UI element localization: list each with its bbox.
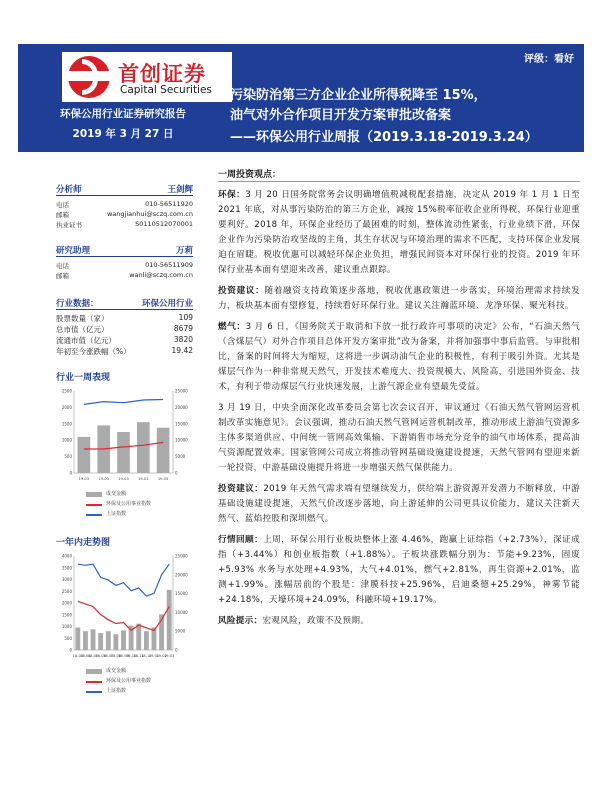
- chart-1-legend-env: [56, 499, 193, 509]
- industry-row-value: 8679: [173, 324, 193, 333]
- report-subtitle: ——环保公用行业周报（2019.3.18-2019.3.24）: [230, 130, 538, 145]
- chart-1-title: 行业一周表现: [56, 373, 111, 383]
- legend-swatch: [86, 681, 102, 683]
- industry-row-label: 年初至今涨跌幅（%）: [56, 347, 131, 356]
- legend-label: 上证指数: [106, 511, 127, 517]
- paragraph-text: 上周，环保公用行业板块整体上涨 4.46%，跑赢上证综指（+2.73%），深证成指（+3.44%）和创业板指数（+1.88%）。子板块涨跌幅分别为：节能+9.23%，固废+5.93% 水务与水处理+4.93%，大气+4.01%，燃气+2.81%，再生资源+2.01%，监测+1.99%。涨幅居前的个股是：津膜科技+25.96%，启迪桑德+25.29%，神雾节能+24.18%，天壕环境+24.09%，科融环境+19.17%。: [218, 535, 580, 605]
- y-left-tick-label: 500: [64, 635, 72, 641]
- y-right-tick-label: 20000: [175, 404, 188, 410]
- chart-bar: [78, 437, 91, 473]
- paragraph-lead: 投资建议：: [218, 286, 265, 296]
- x-tick-label: 18-04: [80, 654, 91, 658]
- shanghai-index-line: [84, 400, 163, 405]
- industry-data-header: [56, 296, 193, 310]
- y-left-tick-label: 2000: [61, 600, 72, 606]
- industry-row-label: 总市值（亿元）: [56, 325, 109, 334]
- y-right-tick-label: 15000: [175, 591, 188, 597]
- y-left-tick-label: 1000: [61, 437, 72, 443]
- industry-row-value: 109: [178, 313, 193, 322]
- industry-row: [56, 312, 193, 323]
- analyst-header: [56, 182, 193, 196]
- x-tick-label: 19-03: [78, 477, 90, 481]
- paragraph-lead: 行情回顾：: [218, 535, 264, 545]
- assistant-block: [56, 243, 193, 280]
- analyst-email[interactable]: wangjianhui@sczq.com.cn: [106, 210, 193, 218]
- x-tick-label: 19-03: [138, 477, 149, 481]
- y-right-tick-label: 0: [175, 470, 178, 476]
- x-tick-label: 18-06: [95, 654, 106, 658]
- x-tick-label: 18-08: [110, 654, 122, 658]
- y-right-tick-label: 5000: [175, 628, 186, 634]
- paragraph-text: 随着融资支持政策逐步落地，税收优惠政策进一步落实，环境治理需求持续发力，板块基本面有望修复，持续看好环保行业。建议关注瀚蓝环境、龙净环保、聚光科技。: [218, 286, 580, 311]
- industry-row-label: 流通市值（亿元）: [56, 336, 116, 345]
- x-tick-label: 19-03: [98, 477, 109, 481]
- x-tick-label: 19-02: [156, 654, 167, 658]
- chart-1-legend-sh: [56, 509, 193, 519]
- y-left-tick-label: 3500: [61, 565, 72, 571]
- industry-data-block: [56, 296, 193, 356]
- chart-bar: [83, 631, 88, 650]
- y-left-tick-label: 3000: [61, 577, 72, 582]
- body-paragraph: [218, 320, 580, 395]
- paragraph-lead: 燃气：: [218, 322, 246, 332]
- chart-bar: [98, 633, 103, 650]
- chart-bar: [136, 624, 141, 650]
- y-right-tick-label: 5000: [175, 454, 186, 460]
- y-left-tick-label: 2500: [61, 588, 72, 594]
- section-title: 一周投资观点：: [218, 168, 580, 182]
- industry-row-value: 3820: [173, 335, 193, 344]
- x-tick-label: 18-09: [118, 654, 129, 658]
- x-tick-label: 18-10: [125, 654, 137, 658]
- report-title-line-2: 油气对外合作项目开发方案审批改备案: [230, 108, 452, 123]
- chart-bar: [91, 629, 96, 650]
- paragraph-text: 3 月 20 日国务院常务会议明确增值税减税配套措施，决定从 2019 年 1 月 1 日至 2021 年底，对从事污染防治的第三方企业，减按 15%税率征收企业所得税，环保行业迎重要利好。2018 年，环保企业经历了最困难的时刻，整体流动性紧张，行业业绩下滑，环保企业作为污染防治攻坚战的主角，其生存状况与环境治理的需求不匹配，支持环保企业发展迫在眉睫。税收优惠可以减轻环保企业负担，增强民间资本对环保行业的投资。2019 年环保行业基本面有望迎来改善，建议重点跟踪。: [218, 190, 580, 275]
- chart-bar: [167, 590, 172, 650]
- chart-bar: [137, 422, 150, 473]
- y-left-tick-label: 0: [69, 470, 72, 476]
- analyst-name: 王剑辉: [167, 185, 193, 195]
- body-paragraph: [218, 401, 580, 476]
- legend-swatch: [86, 691, 102, 693]
- x-tick-label: 18-05: [87, 654, 99, 658]
- analyst-phone-label: 电话: [56, 201, 69, 209]
- legend-swatch: [86, 514, 102, 516]
- y-right-tick-label: 10000: [175, 437, 188, 443]
- sidebar: [56, 182, 193, 696]
- assistant-role: 研究助理: [56, 246, 91, 256]
- y-right-tick-label: 25000: [175, 553, 188, 559]
- chart-bar: [75, 627, 80, 650]
- assistant-phone: 010-56511909: [145, 261, 193, 269]
- y-right-tick-label: 15000: [175, 421, 188, 427]
- x-tick-label: 18-11: [133, 654, 144, 658]
- logo-cn-text: 首创证券: [118, 62, 206, 86]
- chart-bar: [113, 634, 118, 650]
- paragraph-text: 宏观风险，政策不及预期。: [262, 616, 370, 626]
- industry-data-title: 行业数据：: [56, 299, 99, 309]
- industry-row: [56, 323, 193, 334]
- chart-2-plot: [56, 552, 193, 662]
- chart-bar: [121, 630, 126, 650]
- report-header: [18, 44, 584, 152]
- chart-bar: [144, 631, 149, 650]
- chart-2-title: 一年内走势图: [56, 538, 111, 548]
- body-paragraph: [218, 533, 580, 608]
- chart-bar: [117, 432, 130, 473]
- industry-row-value: 19.42: [171, 346, 193, 355]
- legend-label: 上证指数: [106, 688, 127, 694]
- x-tick-label: 19-03: [163, 654, 175, 658]
- y-left-tick-label: 500: [64, 454, 72, 460]
- analyst-cert: S0110512070001: [135, 220, 193, 228]
- y-left-tick-label: 1500: [61, 421, 72, 427]
- chart-2-legend-env: [56, 676, 193, 686]
- analyst-cert-label: 执业证书: [56, 221, 82, 229]
- assistant-phone-label: 电话: [56, 262, 69, 270]
- brand-logo: [62, 52, 232, 102]
- report-date: 2019 年 3 月 27 日: [72, 128, 174, 140]
- env-index-line: [78, 601, 169, 630]
- analyst-cert-row: [56, 219, 193, 229]
- y-right-tick-label: 10000: [175, 609, 188, 615]
- x-tick-label: 19-03: [157, 477, 169, 481]
- assistant-phone-row: [56, 260, 193, 270]
- logo-en-text: Capital Securities: [120, 84, 212, 96]
- assistant-header: [56, 243, 193, 257]
- analyst-email-row: [56, 209, 193, 219]
- weekly-performance-chart: [56, 370, 193, 519]
- body-paragraph: [218, 482, 580, 527]
- chart-1-legend-bar: [56, 489, 193, 499]
- y-right-tick-label: 0: [175, 647, 178, 653]
- paragraph-text: 2019 年天然气需求端有望继续发力，供给端上游资源开发潜力不断释放，中游基础设施建设提速，天然气价改逐步落地，向上游延伸的公司更具议价能力，建议关注新天然气、蓝焰控股和深圳燃气。: [218, 484, 580, 524]
- paragraph-text: 3 月 19 日，中央全面深化改革委员会第七次会议召开，审议通过《石油天然气管网运营机制改革实施意见》。会议强调，推动石油天然气管网运营机制改革，推动形成上游油气资源多主体多渠道供应、中间统一管网高效集输、下游销售市场充分竞争的油气市场体系，提高油气资源配置效率。国家管网公司成立将推动管网基础设施建设提速，天然气管网有望迎来新一轮投资，中游基础设施提升将进一步增强天然气保供能力。: [218, 403, 580, 473]
- x-tick-label: 19-03: [118, 477, 129, 481]
- body-paragraph: [218, 284, 580, 314]
- assistant-email-row: [56, 270, 193, 280]
- x-tick-label: 18-12: [141, 654, 152, 658]
- chart-bar: [157, 428, 170, 473]
- main-content: [218, 168, 580, 635]
- chart-1-plot: [56, 387, 193, 485]
- legend-label: 成交金额: [106, 491, 127, 497]
- y-left-tick-label: 2500: [61, 388, 72, 394]
- industry-row-label: 股票数量（家）: [56, 314, 109, 323]
- legend-swatch: [86, 492, 102, 497]
- y-right-tick-label: 25000: [175, 388, 188, 394]
- x-tick-label: 18-07: [103, 654, 114, 658]
- y-left-tick-label: 4000: [61, 553, 72, 559]
- industry-row: [56, 334, 193, 345]
- analyst-email-label: 邮箱: [56, 211, 69, 219]
- y-right-tick-label: 20000: [175, 572, 188, 578]
- paragraph-lead: 风险提示：: [218, 616, 263, 626]
- department-label: 环保公用行业证券研究报告: [60, 108, 186, 120]
- paragraph-list: [218, 188, 580, 629]
- chart-2-legend-bar: [56, 666, 193, 676]
- y-left-tick-label: 1000: [61, 624, 72, 629]
- legend-label: 成交金额: [106, 668, 127, 674]
- y-left-tick-label: 1500: [61, 612, 72, 618]
- analyst-block: [56, 182, 193, 229]
- x-tick-label: 18-03: [72, 654, 84, 658]
- paragraph-text: 3 月 6 日，《国务院关于取消和下放一批行政许可事项的决定》公布，“石油天然气（含煤层气）对外合作项目总体开发方案审批”改为备案，并将加强事中事后监管。与审批相比，备案的时间将大为缩短，这将进一步调动油气企业的积极性，有利于吸引外资。尤其是煤层气作为一种非常规天然气，开发技术难度大、投资规模大、风险高，引进国外资金、技术，有利于带动煤层气行业快速发展，上游气源企业有望最先受益。: [218, 322, 580, 392]
- legend-label: 环保及公用事业指数: [106, 501, 152, 507]
- assistant-email[interactable]: wanli@sczq.com.cn: [129, 271, 193, 279]
- assistant-email-label: 邮箱: [56, 272, 69, 280]
- paragraph-lead: 环保：: [218, 190, 246, 200]
- legend-label: 环保及公用事业指数: [106, 678, 152, 684]
- chart-2-legend-sh: [56, 686, 193, 696]
- analyst-phone-row: [56, 199, 193, 209]
- body-paragraph: [218, 188, 580, 278]
- assistant-name: 万莉: [175, 246, 193, 256]
- legend-swatch: [86, 504, 102, 506]
- industry-row: [56, 345, 193, 356]
- logo-mark-icon: [68, 56, 110, 98]
- report-title-line-1: 污染防治第三方企业企业所得税降至 15%，: [230, 88, 487, 103]
- rating-badge: 评级：看好: [524, 54, 574, 65]
- legend-swatch: [86, 669, 102, 674]
- analyst-role: 分析师: [56, 185, 82, 195]
- industry-name: 环保公用行业: [141, 299, 193, 309]
- paragraph-lead: 投资建议：: [218, 484, 264, 494]
- analyst-phone: 010-56511920: [145, 200, 193, 208]
- shanghai-index-line: [78, 564, 169, 596]
- chart-bar: [106, 631, 111, 650]
- one-year-trend-chart: [56, 535, 193, 696]
- body-paragraph: [218, 614, 580, 629]
- y-left-tick-label: 0: [69, 647, 72, 653]
- y-left-tick-label: 2000: [61, 404, 72, 410]
- x-tick-label: 19-01: [148, 654, 160, 658]
